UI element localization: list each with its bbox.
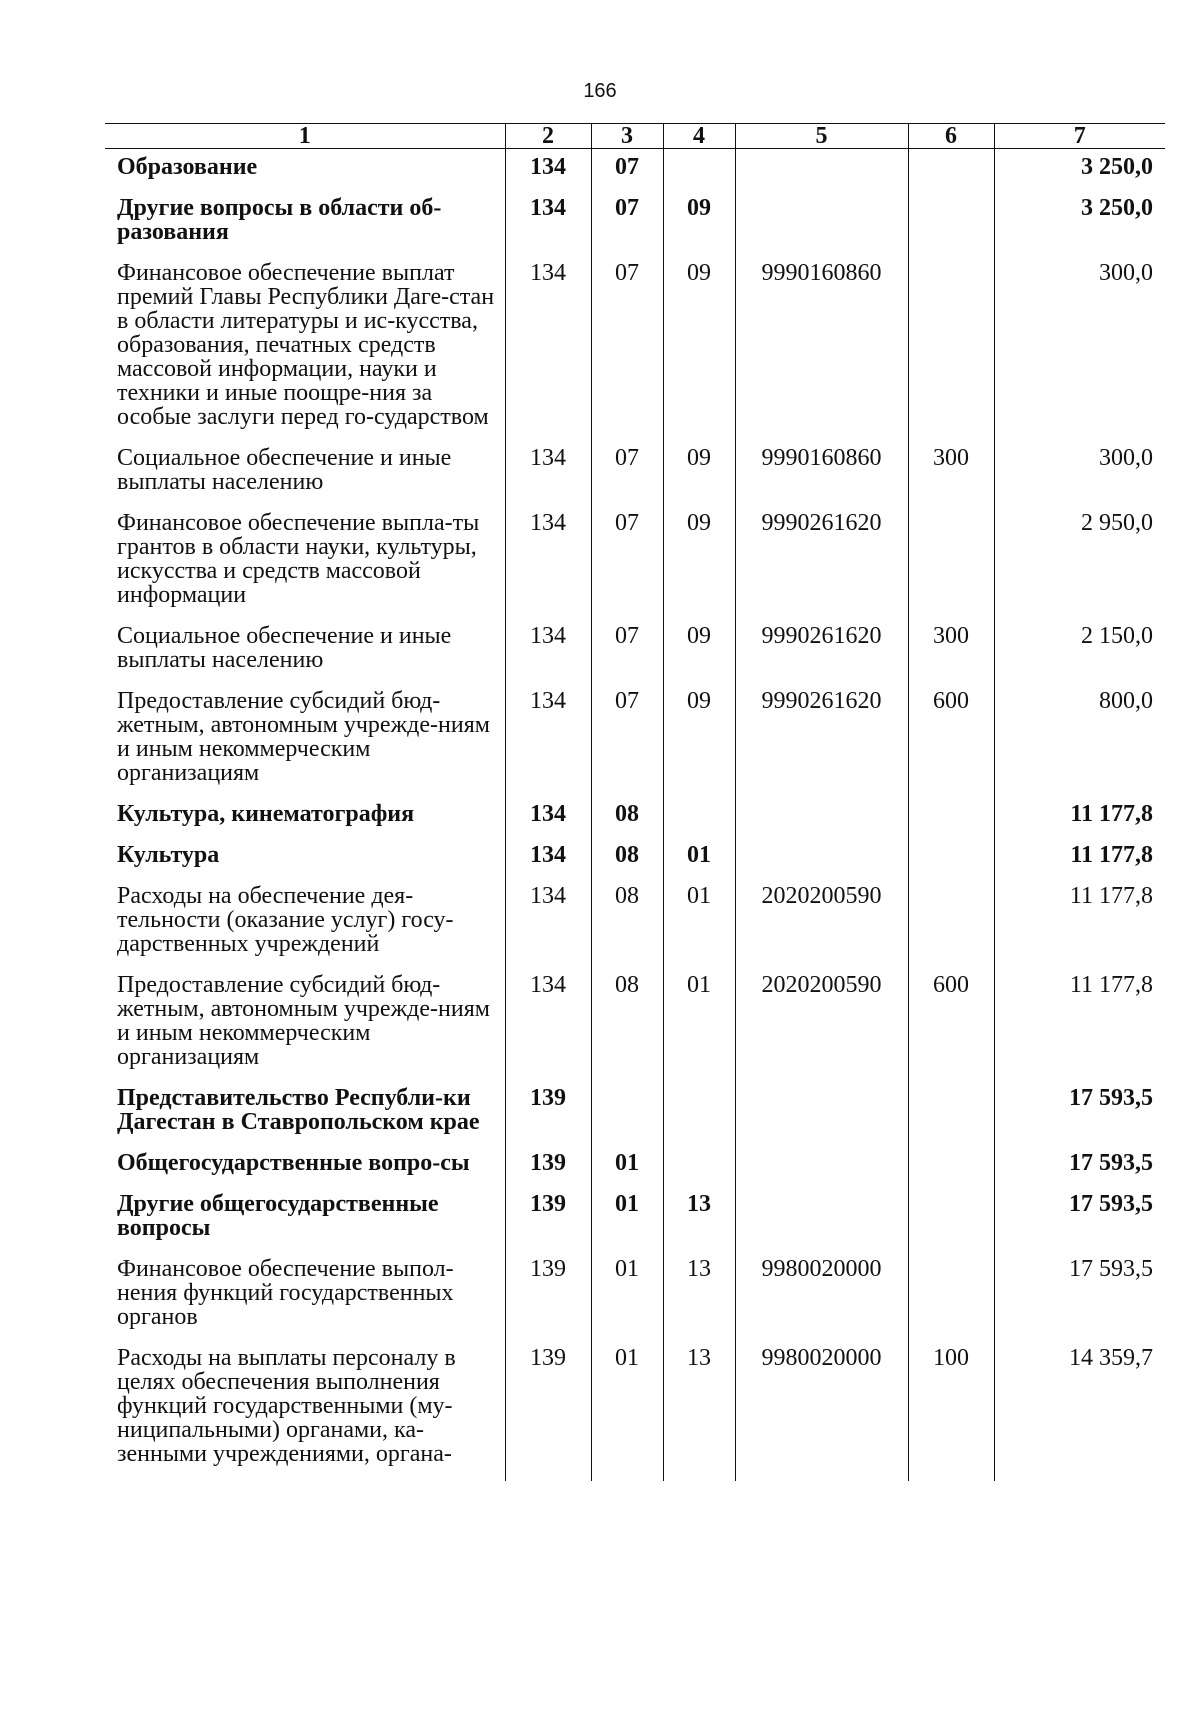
row-section-code: 08 bbox=[591, 971, 663, 1084]
row-target-code: 9980020000 bbox=[735, 1255, 908, 1344]
row-section-code: 07 bbox=[591, 259, 663, 444]
row-section-code: 08 bbox=[591, 882, 663, 971]
row-subsection-code: 13 bbox=[663, 1190, 735, 1255]
row-amount: 17 593,5 bbox=[994, 1190, 1165, 1255]
row-expense-type bbox=[908, 1190, 994, 1255]
row-target-code: 9990160860 bbox=[735, 259, 908, 444]
table-row bbox=[105, 800, 1165, 841]
row-expense-type bbox=[908, 259, 994, 444]
row-section-code: 07 bbox=[591, 444, 663, 509]
row-ministry-code: 139 bbox=[505, 1344, 591, 1481]
table-row bbox=[105, 1255, 1165, 1344]
row-amount: 300,0 bbox=[994, 259, 1165, 444]
row-subsection-code: 09 bbox=[663, 509, 735, 622]
row-ministry-code: 134 bbox=[505, 841, 591, 882]
row-expense-type bbox=[908, 1255, 994, 1344]
row-subsection-code bbox=[663, 1084, 735, 1149]
row-amount: 3 250,0 bbox=[994, 149, 1165, 195]
row-expense-type bbox=[908, 149, 994, 195]
table-row bbox=[105, 1344, 1165, 1481]
row-subsection-code: 09 bbox=[663, 259, 735, 444]
row-ministry-code: 134 bbox=[505, 194, 591, 259]
row-section-code: 01 bbox=[591, 1255, 663, 1344]
row-ministry-code: 134 bbox=[505, 882, 591, 971]
row-target-code bbox=[735, 1149, 908, 1190]
row-target-code bbox=[735, 194, 908, 259]
row-section-code: 07 bbox=[591, 622, 663, 687]
row-amount: 2 150,0 bbox=[994, 622, 1165, 687]
row-name: Расходы на обеспечение дея-тельности (оказание услуг) госу-дарственных учреждений bbox=[117, 883, 454, 957]
row-subsection-code: 13 bbox=[663, 1344, 735, 1481]
column-header-7: 7 bbox=[994, 124, 1165, 149]
row-target-code: 2020200590 bbox=[735, 882, 908, 971]
table-row bbox=[105, 622, 1165, 687]
row-name: Культура, кинематография bbox=[117, 801, 415, 827]
table-row bbox=[105, 1084, 1165, 1149]
row-ministry-code: 139 bbox=[505, 1255, 591, 1344]
row-ministry-code: 134 bbox=[505, 259, 591, 444]
column-header-6: 6 bbox=[908, 124, 994, 149]
row-amount: 3 250,0 bbox=[994, 194, 1165, 259]
row-ministry-code: 139 bbox=[505, 1149, 591, 1190]
row-name: Культура bbox=[117, 842, 220, 868]
row-amount: 11 177,8 bbox=[994, 841, 1165, 882]
row-section-code: 08 bbox=[591, 841, 663, 882]
row-expense-type bbox=[908, 509, 994, 622]
row-name: Общегосударственные вопро-сы bbox=[117, 1150, 470, 1176]
row-amount: 14 359,7 bbox=[994, 1344, 1165, 1481]
row-expense-type bbox=[908, 1084, 994, 1149]
row-name: Другие вопросы в области об-разования bbox=[117, 195, 442, 245]
column-header-4: 4 bbox=[663, 124, 735, 149]
column-header-1: 1 bbox=[105, 124, 505, 149]
row-subsection-code: 09 bbox=[663, 194, 735, 259]
table-body bbox=[105, 149, 1165, 1482]
table-row bbox=[105, 971, 1165, 1084]
row-amount: 2 950,0 bbox=[994, 509, 1165, 622]
row-subsection-code: 01 bbox=[663, 882, 735, 971]
row-section-code: 07 bbox=[591, 687, 663, 800]
row-subsection-code: 09 bbox=[663, 444, 735, 509]
table-row bbox=[105, 149, 1165, 195]
row-expense-type bbox=[908, 882, 994, 971]
row-section-code: 07 bbox=[591, 194, 663, 259]
row-name: Социальное обеспечение и иные выплаты населению bbox=[117, 445, 452, 495]
table-row bbox=[105, 687, 1165, 800]
row-amount: 11 177,8 bbox=[994, 882, 1165, 971]
row-ministry-code: 139 bbox=[505, 1084, 591, 1149]
row-section-code: 07 bbox=[591, 149, 663, 195]
row-expense-type: 600 bbox=[908, 971, 994, 1084]
row-section-code bbox=[591, 1084, 663, 1149]
row-subsection-code: 13 bbox=[663, 1255, 735, 1344]
row-amount: 11 177,8 bbox=[994, 971, 1165, 1084]
row-ministry-code: 134 bbox=[505, 971, 591, 1084]
row-name: Предоставление субсидий бюд-жетным, автономным учрежде-ниям и иным некоммерческим организациям bbox=[117, 688, 490, 786]
table-row bbox=[105, 509, 1165, 622]
page-number: 166 bbox=[583, 80, 617, 102]
column-header-2: 2 bbox=[505, 124, 591, 149]
row-amount: 17 593,5 bbox=[994, 1084, 1165, 1149]
table-row bbox=[105, 1190, 1165, 1255]
row-expense-type: 600 bbox=[908, 687, 994, 800]
row-subsection-code: 01 bbox=[663, 841, 735, 882]
table-row bbox=[105, 259, 1165, 444]
row-target-code: 9990160860 bbox=[735, 444, 908, 509]
row-target-code bbox=[735, 1190, 908, 1255]
row-expense-type bbox=[908, 841, 994, 882]
row-name: Финансовое обеспечение выпла-ты грантов в области науки, культуры, искусства и средств массовой информации bbox=[117, 510, 480, 608]
row-expense-type: 300 bbox=[908, 444, 994, 509]
row-section-code: 07 bbox=[591, 509, 663, 622]
row-target-code: 9990261620 bbox=[735, 622, 908, 687]
row-expense-type bbox=[908, 800, 994, 841]
row-target-code bbox=[735, 800, 908, 841]
row-name: Другие общегосударственные вопросы bbox=[117, 1191, 439, 1241]
table-row bbox=[105, 194, 1165, 259]
row-amount: 17 593,5 bbox=[994, 1149, 1165, 1190]
header-row bbox=[105, 124, 1165, 149]
row-target-code bbox=[735, 1084, 908, 1149]
row-expense-type bbox=[908, 1149, 994, 1190]
row-ministry-code: 134 bbox=[505, 509, 591, 622]
row-amount: 300,0 bbox=[994, 444, 1165, 509]
column-header-5: 5 bbox=[735, 124, 908, 149]
row-target-code: 2020200590 bbox=[735, 971, 908, 1084]
row-name: Образование bbox=[117, 154, 258, 180]
row-target-code: 9990261620 bbox=[735, 509, 908, 622]
row-ministry-code: 134 bbox=[505, 622, 591, 687]
row-ministry-code: 134 bbox=[505, 800, 591, 841]
row-name: Социальное обеспечение и иные выплаты населению bbox=[117, 623, 452, 673]
row-section-code: 01 bbox=[591, 1149, 663, 1190]
row-subsection-code: 09 bbox=[663, 687, 735, 800]
row-ministry-code: 134 bbox=[505, 687, 591, 800]
row-name: Представительство Республи-ки Дагестан в Ставропольском крае bbox=[117, 1085, 480, 1135]
row-name: Расходы на выплаты персоналу в целях обеспечения выполнения функций государственными (му-ниципальными) органами, ка-зенными учреждениями, органа- bbox=[117, 1345, 456, 1467]
row-name: Финансовое обеспечение выпол-нения функций государственных органов bbox=[117, 1256, 454, 1330]
row-expense-type bbox=[908, 194, 994, 259]
row-section-code: 08 bbox=[591, 800, 663, 841]
row-subsection-code bbox=[663, 800, 735, 841]
row-subsection-code bbox=[663, 1149, 735, 1190]
row-subsection-code bbox=[663, 149, 735, 195]
row-expense-type: 300 bbox=[908, 622, 994, 687]
row-section-code: 01 bbox=[591, 1344, 663, 1481]
table-row bbox=[105, 841, 1165, 882]
row-amount: 17 593,5 bbox=[994, 1255, 1165, 1344]
row-ministry-code: 134 bbox=[505, 444, 591, 509]
column-header-3: 3 bbox=[591, 124, 663, 149]
row-name: Финансовое обеспечение выплат премий Главы Республики Даге-стан в области литературы и ис-кусства, образования, печатных средств массовой информации, науки и техники и иные поощре-ния за особые заслуги перед го-сударством bbox=[117, 260, 495, 430]
row-subsection-code: 01 bbox=[663, 971, 735, 1084]
row-name: Предоставление субсидий бюд-жетным, автономным учрежде-ниям и иным некоммерческим организациям bbox=[117, 972, 490, 1070]
budget-table bbox=[105, 123, 1165, 1481]
row-amount: 800,0 bbox=[994, 687, 1165, 800]
row-expense-type: 100 bbox=[908, 1344, 994, 1481]
row-amount: 11 177,8 bbox=[994, 800, 1165, 841]
row-ministry-code: 139 bbox=[505, 1190, 591, 1255]
row-target-code bbox=[735, 149, 908, 195]
row-ministry-code: 134 bbox=[505, 149, 591, 195]
row-target-code: 9980020000 bbox=[735, 1344, 908, 1481]
row-subsection-code: 09 bbox=[663, 622, 735, 687]
table-row bbox=[105, 1149, 1165, 1190]
table-row bbox=[105, 444, 1165, 509]
table-row bbox=[105, 882, 1165, 971]
row-target-code bbox=[735, 841, 908, 882]
row-target-code: 9990261620 bbox=[735, 687, 908, 800]
row-section-code: 01 bbox=[591, 1190, 663, 1255]
